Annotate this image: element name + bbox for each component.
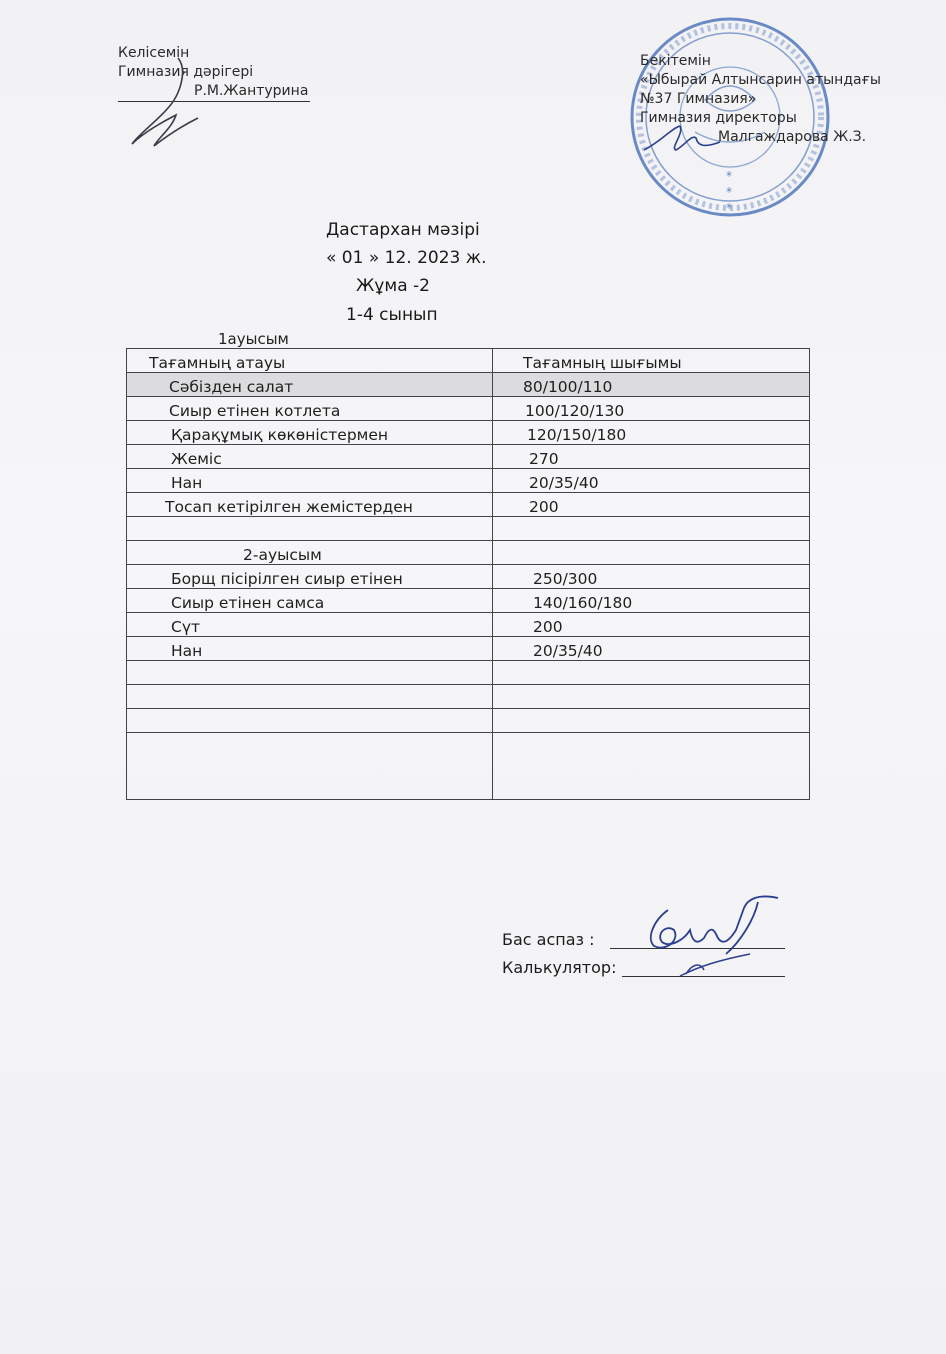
doctor-signature bbox=[118, 40, 228, 155]
dish-name: Сиыр етінен котлета bbox=[169, 402, 341, 420]
table-row bbox=[127, 373, 810, 397]
table-row bbox=[127, 445, 810, 469]
table-row-empty bbox=[127, 685, 810, 709]
menu-week: Жұма -2 bbox=[356, 276, 430, 296]
dish-name: Нан bbox=[171, 642, 203, 660]
table-row bbox=[127, 565, 810, 589]
dish-yield: 20/35/40 bbox=[529, 474, 599, 492]
approval-left-line2: Гимназия дәрігері bbox=[118, 64, 254, 80]
table-row bbox=[127, 613, 810, 637]
dish-name: Жеміс bbox=[171, 450, 222, 468]
chef-signature bbox=[640, 890, 790, 982]
table-row bbox=[127, 469, 810, 493]
dish-name: Тосап кетірілген жемістерден bbox=[165, 498, 413, 516]
table-header-row bbox=[127, 349, 810, 373]
approval-right-line3: №37 Гимназия» bbox=[640, 91, 757, 107]
table-row bbox=[127, 397, 810, 421]
menu-title: Дастархан мәзірі bbox=[326, 220, 480, 240]
dish-name: Сәбізден салат bbox=[169, 378, 294, 396]
chef-label: Бас аспаз : bbox=[502, 930, 595, 949]
table-row-empty bbox=[127, 709, 810, 733]
table-row bbox=[127, 421, 810, 445]
shift2-row bbox=[127, 541, 810, 565]
table-row-empty bbox=[127, 661, 810, 685]
menu-grades: 1-4 сынып bbox=[346, 305, 438, 325]
table-row bbox=[127, 637, 810, 661]
dish-yield: 120/150/180 bbox=[527, 426, 627, 444]
approval-left-line3: Р.М.Жантурина bbox=[194, 83, 309, 99]
dish-name: Сиыр етінен самса bbox=[171, 594, 325, 612]
dish-yield: 80/100/110 bbox=[523, 378, 613, 396]
menu-table bbox=[126, 348, 810, 800]
approval-right-line1: Бекітемін bbox=[640, 53, 711, 69]
table-row bbox=[127, 589, 810, 613]
shift1-label: 1ауысым bbox=[218, 330, 289, 348]
table-row-empty bbox=[127, 733, 810, 800]
dish-name: Нан bbox=[171, 474, 203, 492]
menu-date: « 01 » 12. 2023 ж. bbox=[326, 248, 487, 268]
approval-right-line2: «Ыбырай Алтынсарин атындағы bbox=[640, 72, 881, 88]
dish-yield: 200 bbox=[533, 618, 563, 636]
approval-left-line1: Келісемін bbox=[118, 45, 190, 61]
svg-text:*: * bbox=[726, 201, 732, 215]
header-dish-yield: Тағамның шығымы bbox=[523, 354, 682, 372]
header-dish-name: Тағамның атауы bbox=[149, 354, 286, 372]
table-row-empty bbox=[127, 517, 810, 541]
svg-text:*: * bbox=[726, 169, 732, 183]
dish-name: Сүт bbox=[171, 618, 201, 636]
calculator-label: Калькулятор: bbox=[502, 958, 617, 977]
director-signature bbox=[640, 120, 730, 160]
dish-yield: 200 bbox=[529, 498, 559, 516]
dish-name: Қарақұмық көкөністермен bbox=[171, 426, 389, 444]
approval-right-line5: Малгаждарова Ж.З. bbox=[718, 129, 867, 145]
dish-name: Борщ пісірілген сиыр етінен bbox=[171, 570, 403, 588]
svg-text:*: * bbox=[726, 185, 732, 199]
approval-right-line4: Гимназия директоры bbox=[640, 110, 797, 126]
dish-yield: 250/300 bbox=[533, 570, 598, 588]
dish-yield: 270 bbox=[529, 450, 559, 468]
dish-yield: 140/160/180 bbox=[533, 594, 633, 612]
dish-yield: 100/120/130 bbox=[525, 402, 625, 420]
shift2-label: 2-ауысым bbox=[243, 546, 322, 564]
dish-yield: 20/35/40 bbox=[533, 642, 603, 660]
table-row bbox=[127, 493, 810, 517]
